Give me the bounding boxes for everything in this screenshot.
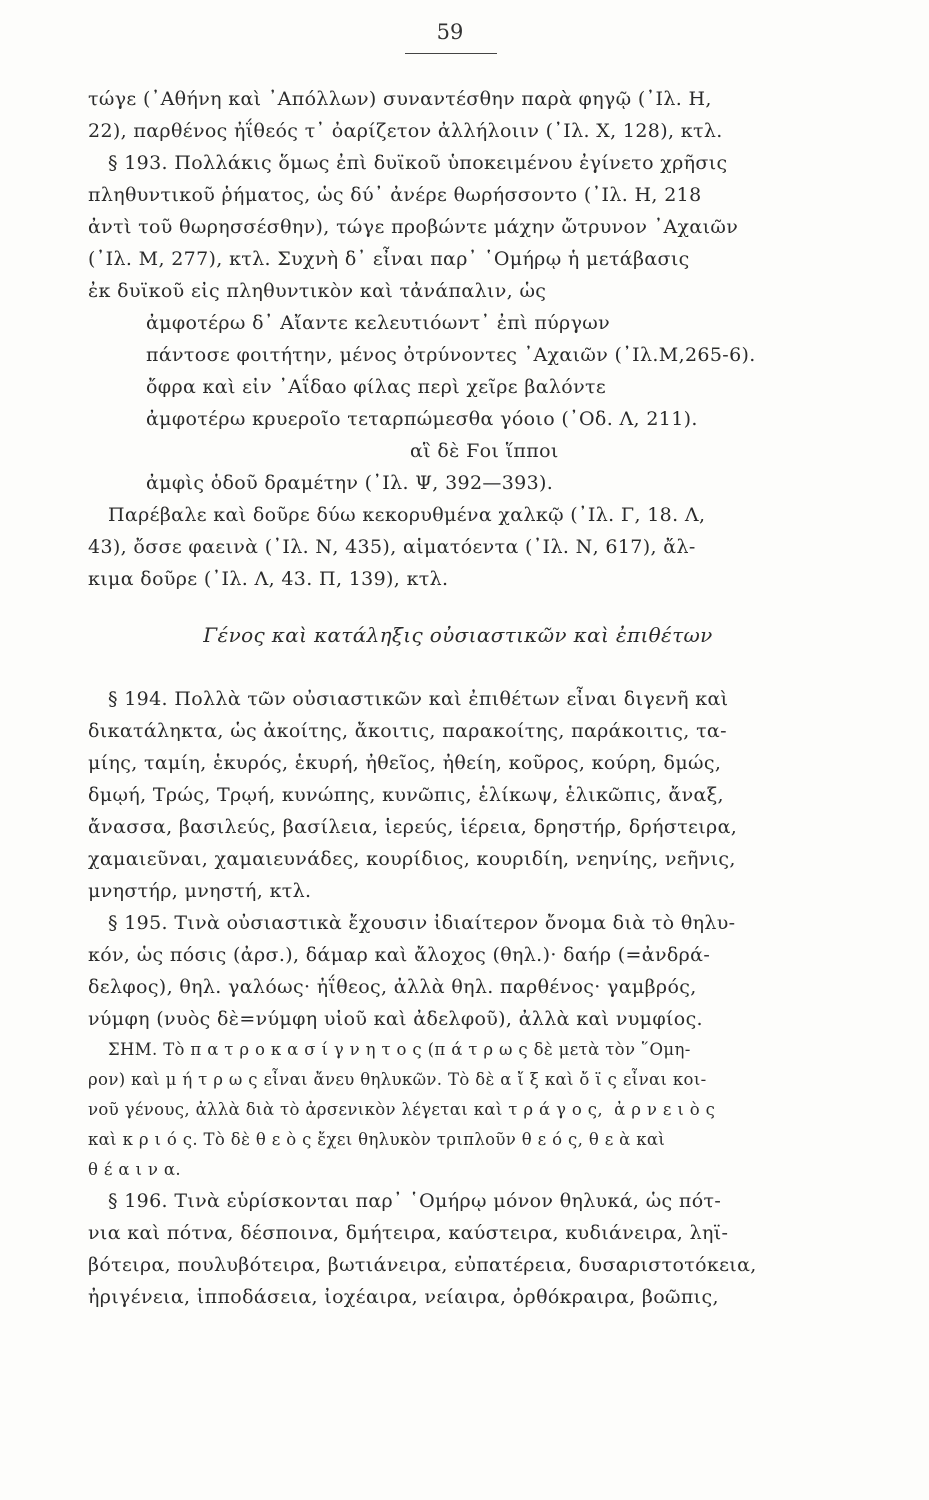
text-line: βότειρα, πουλυβότειρα, βωτιάνειρα, εὐπατέρεια, δυσαριστοτόκεια, xyxy=(88,1254,757,1276)
text-line: χαμαιεῦναι, χαμαιευνάδες, κουρίδιος, κουριδίη, νεηνίης, νεῆνις, xyxy=(88,848,736,870)
section-194-start: § 194. Πολλὰ τῶν οὐσιαστικῶν καὶ ἐπιθέτων εἶναι διγενῆ καὶ xyxy=(108,688,729,710)
note-line: ΣΗΜ. Τὸ π α τ ρ ο κ α σ ί γ ν η τ ο ς (π ά τ ρ ω ς δὲ μετὰ τὸν ῞Ομη- xyxy=(108,1040,691,1059)
verse-quote-line: αἳ δὲ Ϝοι ἵπποι xyxy=(410,440,559,462)
text-line: 22), παρθένος ἠΐθεός τ᾿ ὀαρίζετον ἀλλήλοιιν (᾿Ιλ. Χ, 128), κτλ. xyxy=(88,120,723,142)
text-line: 43), ὄσσε φαεινὰ (᾿Ιλ. Ν, 435), αἱματόεντα (᾿Ιλ. Ν, 617), ἄλ- xyxy=(88,536,696,558)
text-line: ἠριγένεια, ἱπποδάσεια, ἰοχέαιρα, νείαιρα, ὀρθόκραιρα, βοῶπις, xyxy=(88,1286,719,1308)
text-line: μίης, ταμίη, ἑκυρός, ἑκυρή, ἠθεῖος, ἠθείη, κοῦρος, κούρη, δμώς, xyxy=(88,752,722,774)
text-line: δικατάληκτα, ὡς ἀκοίτης, ἄκοιτις, παρακοίτης, παράκοιτις, τα- xyxy=(88,720,727,742)
text-line: νια καὶ πότνα, δέσποινα, δμήτειρα, καύστειρα, κυδιάνειρα, ληϊ- xyxy=(88,1222,729,1244)
text-line: μνηστήρ, μνηστή, κτλ. xyxy=(88,880,312,902)
text-line: πληθυντικοῦ ῥήματος, ὡς δύ᾿ ἀνέρε θωρήσσοντο (᾿Ιλ. Η, 218 xyxy=(88,184,702,206)
text-line: ἀντὶ τοῦ θωρησσέσθην), τώγε προβώντε μάχην ὤτρυνον ᾿Αχαιῶν xyxy=(88,216,739,238)
section-heading: Γένος καὶ κατάληξις οὐσιαστικῶν καὶ ἐπιθέτων xyxy=(203,623,713,647)
section-193-start: § 193. Πολλάκις ὅμως ἐπὶ δυϊκοῦ ὑποκειμένου ἐγίνετο χρῆσις xyxy=(108,152,728,174)
verse-quote-line: ὄφρα καὶ εἰν ᾿Αΐδαο φίλας περὶ χεῖρε βαλόντε xyxy=(146,376,607,398)
body-text xyxy=(88,83,828,1313)
text-line: κόν, ὡς πόσις (ἀρσ.), δάμαρ καὶ ἄλοχος (θηλ.)· δαήρ (=ἀνδρά- xyxy=(88,944,711,966)
verse-quote-line: πάντοσε φοιτήτην, μένος ὀτρύνοντες ᾿Αχαιῶν (᾿Ιλ.Μ,265-6). xyxy=(146,344,756,366)
note-line: θ έ α ι ν α. xyxy=(88,1160,181,1179)
section-195-start: § 195. Τινὰ οὐσιαστικὰ ἔχουσιν ἰδιαίτερον ὄνομα διὰ τὸ θηλυ- xyxy=(108,912,736,934)
verse-quote-line: ἀμφοτέρω δ᾿ Αἴαντε κελευτιόωντ᾿ ἐπὶ πύργων xyxy=(146,312,611,334)
verse-quote-line: ἀμφοτέρω κρυεροῖο τεταρπώμεσθα γόοιο (᾿Οδ. Λ, 211). xyxy=(146,408,698,430)
text-line: κιμα δοῦρε (᾿Ιλ. Λ, 43. Π, 139), κτλ. xyxy=(88,568,449,590)
text-line: τώγε (᾿Αθήνη καὶ ᾿Απόλλων) συναντέσθην παρὰ φηγῷ (᾿Ιλ. Η, xyxy=(88,88,712,110)
section-196-start: § 196. Τινὰ εὑρίσκονται παρ᾿ ῾Ομήρῳ μόνον θηλυκά, ὡς πότ- xyxy=(108,1190,722,1212)
note-line: νοῦ γένους, ἀλλὰ διὰ τὸ ἀρσενικὸν λέγεται καὶ τ ρ ά γ ο ς, ἀ ρ ν ε ι ὸ ς xyxy=(88,1100,716,1119)
text-line: Παρέβαλε καὶ δοῦρε δύω κεκορυθμένα χαλκῷ (᾿Ιλ. Γ, 18. Λ, xyxy=(108,504,706,526)
note-line: καὶ κ ρ ι ό ς. Τὸ δὲ θ ε ὸ ς ἔχει θηλυκὸν τριπλοῦν θ ε ό ς, θ ε ὰ καὶ xyxy=(88,1130,666,1149)
text-line: δελφος), θηλ. γαλόως· ἠΐθεος, ἀλλὰ θηλ. παρθένος· γαμβρός, xyxy=(88,976,697,998)
page-number-rule xyxy=(405,53,497,54)
page-number: 59 xyxy=(436,20,464,44)
note-line: ρον) καὶ μ ή τ ρ ω ς εἶναι ἄνευ θηλυκῶν. Τὸ δὲ α ἴ ξ καὶ ὄ ϊ ς εἶναι κοι- xyxy=(88,1070,707,1089)
text-line: ἐκ δυϊκοῦ εἰς πληθυντικὸν καὶ τἀνάπαλιν, ὡς xyxy=(88,280,547,302)
text-line: ἄνασσα, βασιλεύς, βασίλεια, ἱερεύς, ἱέρεια, δρηστήρ, δρήστειρα, xyxy=(88,816,738,838)
verse-quote-line: ἀμφὶς ὁδοῦ δραμέτην (᾿Ιλ. Ψ, 392—393). xyxy=(146,472,554,494)
text-line: δμῳή, Τρώς, Τρῳή, κυνώπης, κυνῶπις, ἑλίκωψ, ἑλικῶπις, ἄναξ, xyxy=(88,784,724,806)
text-line: νύμφη (νυὸς δὲ=νύμφη υἱοῦ καὶ ἀδελφοῦ), ἀλλὰ καὶ νυμφίος. xyxy=(88,1008,703,1030)
text-line: (᾿Ιλ. Μ, 277), κτλ. Συχνὴ δ᾿ εἶναι παρ᾿ ῾Ομήρῳ ἡ μετάβασις xyxy=(88,248,690,270)
